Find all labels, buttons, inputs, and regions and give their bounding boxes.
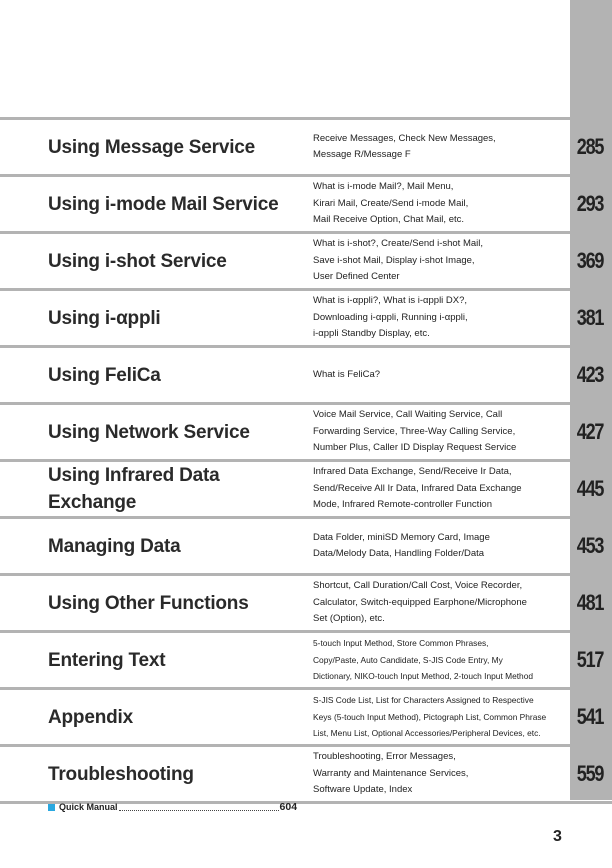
toc-description: What is i-αppli?, What is i-αppli DX?, Downloading i-αppli, Running i-αppli, i-αppli Standby Display, etc. — [313, 295, 468, 340]
toc-page-number[interactable]: 381 — [576, 305, 604, 330]
toc-title: Troubleshooting — [48, 763, 194, 785]
toc-description: Shortcut, Call Duration/Call Cost, Voice Recorder, Calculator, Switch-equipped Earphone/Microphone Set (Option), etc. — [313, 580, 527, 625]
toc-description: Receive Messages, Check New Messages, Message R/Message F — [313, 132, 496, 160]
toc-page-number[interactable]: 559 — [576, 761, 604, 786]
toc-page-number[interactable]: 369 — [576, 248, 604, 273]
toc-description: Voice Mail Service, Call Waiting Service, Call Forwarding Service, Three-Way Calling Service, Number Plus, Caller ID Display Request Service — [313, 409, 517, 454]
toc-title: Using Other Functions — [48, 592, 249, 614]
toc-page-number[interactable]: 481 — [576, 590, 604, 615]
toc-title: Using Infrared Data Exchange — [48, 465, 220, 513]
dot-leader — [119, 809, 279, 811]
toc-row-message[interactable] — [0, 120, 612, 177]
toc-description: S-JIS Code List, List for Characters Assigned to Respective Keys (5-touch Input Method), Pictograph List, Common Phrase List, Menu List, Optional Accessories/Peripheral Devices, etc. — [313, 695, 547, 739]
toc-title: Entering Text — [48, 649, 166, 671]
toc-page-number[interactable]: 427 — [576, 419, 604, 444]
toc-row-infrared[interactable] — [0, 462, 612, 519]
table-of-contents — [0, 120, 612, 804]
toc-title: Using i-αppli — [48, 307, 161, 329]
toc-description: Infrared Data Exchange, Send/Receive Ir Data, Send/Receive All Ir Data, Infrared Data Exchange Mode, Infrared Remote-controller Function — [313, 466, 522, 511]
toc-title: Using Network Service — [48, 421, 250, 443]
toc-row-felica[interactable] — [0, 348, 612, 405]
toc-row-iappli[interactable] — [0, 291, 612, 348]
toc-title: Managing Data — [48, 535, 181, 557]
toc-title: Using i-mode Mail Service — [48, 193, 279, 215]
toc-row-network[interactable] — [0, 405, 612, 462]
toc-description: Troubleshooting, Error Messages, Warranty and Maintenance Services, Software Update, Index — [313, 751, 469, 796]
toc-description: What is i-mode Mail?, Mail Menu, Kirari Mail, Create/Send i-mode Mail, Mail Receive Option, Chat Mail, etc. — [313, 181, 469, 226]
quick-manual-label: Quick Manual — [59, 802, 118, 812]
toc-description: What is FeliCa? — [313, 368, 381, 380]
toc-page-number[interactable]: 293 — [576, 191, 604, 216]
toc-title: Using Message Service — [48, 136, 256, 158]
toc-page-number[interactable]: 285 — [576, 134, 604, 159]
toc-page-number[interactable]: 517 — [576, 647, 604, 672]
toc-row-other-functions[interactable] — [0, 576, 612, 633]
toc-title: Using i-shot Service — [48, 250, 227, 272]
toc-page-number[interactable]: 423 — [576, 362, 604, 387]
square-bullet-icon — [48, 804, 55, 811]
toc-page-number[interactable]: 453 — [576, 533, 604, 558]
quick-manual-page: 604 — [279, 801, 298, 813]
toc-description: 5-touch Input Method, Store Common Phrases, Copy/Paste, Auto Candidate, S-JIS Code Entry, My Dictionary, NIKO-touch Input Method, 2-touch Input Method — [313, 638, 534, 682]
toc-row-troubleshooting[interactable] — [0, 747, 612, 804]
toc-page-number[interactable]: 541 — [576, 704, 604, 729]
toc-row-appendix[interactable] — [0, 690, 612, 747]
toc-row-imode-mail[interactable] — [0, 177, 612, 234]
toc-description: What is i-shot?, Create/Send i-shot Mail, Save i-shot Mail, Display i-shot Image, User Defined Center — [313, 238, 484, 283]
toc-row-managing-data[interactable] — [0, 519, 612, 576]
toc-title: Using FeliCa — [48, 364, 161, 386]
page-number: 3 — [553, 828, 562, 845]
toc-row-entering-text[interactable] — [0, 633, 612, 690]
toc-page-number[interactable]: 445 — [576, 476, 604, 501]
toc-row-ishot[interactable] — [0, 234, 612, 291]
toc-description: Data Folder, miniSD Memory Card, Image Data/Melody Data, Handling Folder/Data — [313, 531, 490, 559]
quick-manual-link[interactable] — [48, 801, 297, 813]
toc-title: Appendix — [48, 706, 133, 728]
